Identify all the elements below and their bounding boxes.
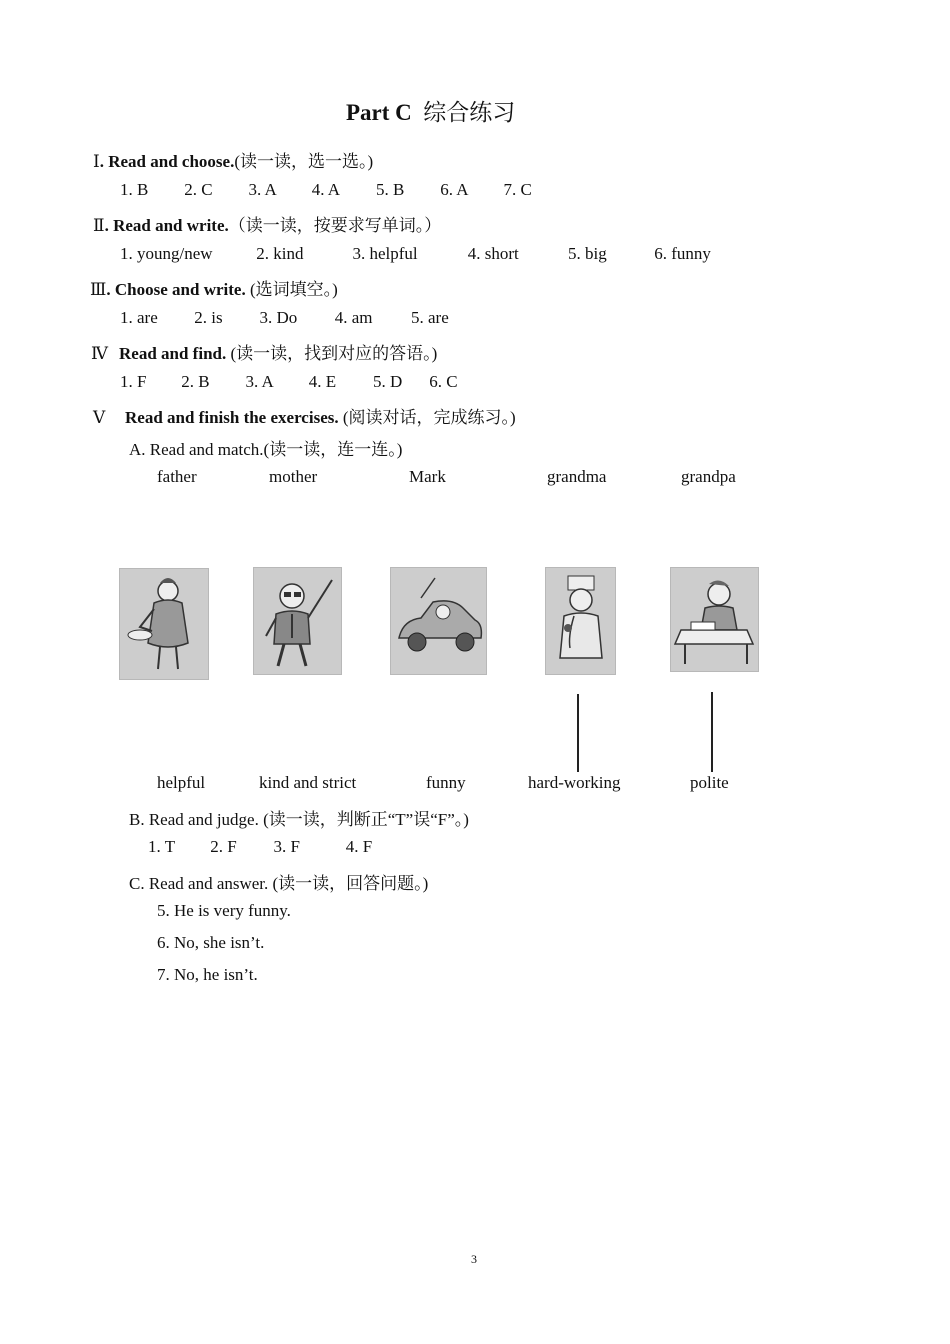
- section-5-numeral: Ⅴ: [93, 408, 106, 427]
- page-title: [346, 94, 515, 127]
- answer: 6. A: [440, 180, 469, 199]
- section-4-heading: [91, 339, 437, 364]
- part-a-heading: A. Read and match.(读一读，连一连。): [129, 440, 403, 459]
- page-number: 3: [471, 1252, 477, 1266]
- answer: 3. A: [245, 372, 274, 391]
- section-4-numeral: Ⅳ: [91, 344, 108, 363]
- section-1-numeral: Ⅰ: [93, 152, 100, 171]
- answer: 5. D: [373, 372, 403, 391]
- woman-cooking-picture: [119, 568, 209, 680]
- section-3-numeral: Ⅲ: [90, 280, 107, 299]
- doctor-illustration: [546, 568, 615, 674]
- part-c-answer: 5. He is very funny.: [157, 901, 291, 920]
- teacher-illustration: [254, 568, 341, 674]
- answer: 1. B: [120, 180, 149, 199]
- answer: 5. big: [568, 244, 607, 263]
- section-5-heading: [93, 403, 516, 428]
- desk-illustration: [671, 568, 758, 671]
- section-1-label: . Read and choose.: [99, 152, 235, 171]
- doctor-with-stethoscope-picture: [545, 567, 616, 675]
- adjective-hard-working: hard-working: [528, 773, 621, 792]
- boy-in-car-picture: [390, 567, 487, 675]
- answer: 2. C: [184, 180, 213, 199]
- answer: 2. kind: [256, 244, 304, 263]
- match-line: [577, 694, 579, 772]
- match-line: [711, 692, 713, 772]
- answer: 3. F: [273, 837, 300, 856]
- answer: 2. F: [210, 837, 237, 856]
- answer: 4. short: [467, 244, 519, 263]
- woman-cooking-illustration: [120, 569, 208, 679]
- section-2-numeral: Ⅱ: [93, 216, 105, 235]
- answer: 5. are: [411, 308, 449, 327]
- answer: 4. am: [334, 308, 373, 327]
- section-4-label: Read and find.: [119, 344, 227, 363]
- answer: 7. C: [503, 180, 532, 199]
- section-3-note: (选词填空。): [245, 280, 338, 299]
- boy-writing-at-desk-picture: [670, 567, 759, 672]
- section-3-heading: [90, 275, 338, 300]
- answer: 4. E: [308, 372, 337, 391]
- title-chinese: 综合练习: [423, 100, 516, 125]
- answer: 2. B: [181, 372, 210, 391]
- adjective-funny: funny: [426, 773, 466, 792]
- section-1-note: (读一读，选一选。): [234, 152, 374, 171]
- section-1-heading: [93, 147, 373, 172]
- answer: 1. F: [120, 372, 147, 391]
- person-grandma: grandma: [547, 467, 607, 486]
- answer: 5. B: [376, 180, 405, 199]
- section-1-answers: [120, 180, 532, 200]
- answer: 4. A: [311, 180, 341, 199]
- section-5-note: (阅读对话，完成练习。): [338, 408, 516, 427]
- person-mark: Mark: [409, 467, 446, 486]
- part-c-answer: 7. No, he isn’t.: [157, 965, 258, 984]
- car-illustration: [391, 568, 486, 674]
- section-4-answers: [120, 372, 458, 392]
- adjective-polite: polite: [690, 773, 729, 792]
- answer: 6. funny: [654, 244, 711, 263]
- section-3-answers: [120, 308, 449, 328]
- person-grandpa: grandpa: [681, 467, 736, 486]
- answer: 4. F: [345, 837, 373, 856]
- adjective-kind-and-strict: kind and strict: [259, 773, 357, 792]
- adjective-helpful: helpful: [157, 773, 206, 792]
- part-b-heading: B. Read and judge. (读一读，判断正“T”误“F”。): [129, 810, 469, 829]
- section-5-label: Read and finish the exercises.: [125, 408, 339, 427]
- part-c-heading: C. Read and answer. (读一读，回答问题。): [129, 874, 429, 893]
- section-2-label: . Read and write.: [104, 216, 229, 235]
- section-3-label: . Choose and write.: [106, 280, 246, 299]
- answer: 1. young/new: [120, 244, 213, 263]
- teacher-with-pointer-picture: [253, 567, 342, 675]
- person-father: father: [157, 467, 197, 486]
- title-part: Part C: [346, 100, 412, 125]
- person-mother: mother: [269, 467, 318, 486]
- answer: 3. A: [248, 180, 277, 199]
- answer: 2. is: [194, 308, 223, 327]
- section-2-answers: [120, 244, 711, 264]
- part-c-answer: 6. No, she isn’t.: [157, 933, 265, 952]
- answer: 1. T: [148, 837, 176, 856]
- answer: 6. C: [429, 372, 458, 391]
- answer: 3. helpful: [352, 244, 418, 263]
- answer: 3. Do: [259, 308, 298, 327]
- section-2-note: （读一读，按要求写单词。）: [228, 216, 442, 235]
- section-4-note: (读一读，找到对应的答语。): [226, 344, 438, 363]
- section-2-heading: [93, 211, 441, 236]
- part-b-answers: [148, 837, 372, 857]
- answer: 1. are: [120, 308, 158, 327]
